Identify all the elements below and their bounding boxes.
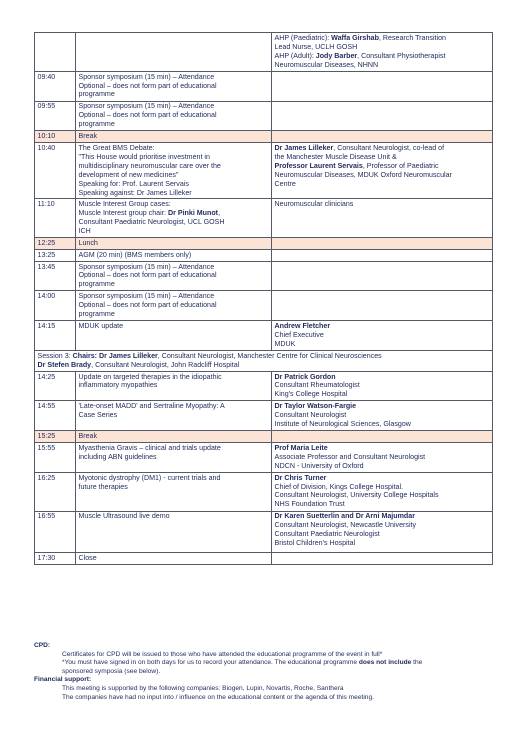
text-line: Lead Nurse, UCLH GOSH bbox=[274, 42, 358, 51]
row-1555 bbox=[35, 442, 493, 472]
text-line: development of new medicines" bbox=[78, 170, 179, 179]
row-session-3 bbox=[35, 351, 493, 372]
time-cell: 14:15 bbox=[35, 321, 76, 351]
text-line: Professor Laurent Servais, Professor of Paediatric bbox=[274, 161, 439, 170]
text-line: Muscle Ultrasound live demo bbox=[78, 512, 170, 521]
session-cell bbox=[76, 321, 272, 351]
text-line: Myotonic dystrophy (DM1) - current trials and bbox=[78, 473, 221, 482]
text-line: Optional – does not form part of educational bbox=[78, 271, 217, 280]
time-cell: 13:45 bbox=[35, 261, 76, 291]
text-line: The Great BMS Debate: bbox=[78, 144, 155, 153]
row-1425 bbox=[35, 371, 493, 401]
time-cell: 14:25 bbox=[35, 371, 76, 401]
speaker-cell bbox=[272, 101, 493, 131]
time-cell: 12:25 bbox=[35, 238, 76, 250]
text-line: Optional – does not form part of educational bbox=[78, 81, 217, 90]
session-cell bbox=[76, 401, 272, 431]
row-1415 bbox=[35, 321, 493, 351]
row-1325 bbox=[35, 249, 493, 261]
speaker-cell bbox=[272, 238, 493, 250]
speaker-cell bbox=[272, 401, 493, 431]
time-cell bbox=[35, 33, 76, 72]
text-line: Sponsor symposium (15 min) – Attendance bbox=[78, 102, 215, 111]
session-3-chairs bbox=[35, 351, 493, 372]
text-line: Break bbox=[78, 432, 98, 441]
text-line: NHS Foundation Trust bbox=[274, 500, 345, 509]
text-line: future therapies bbox=[78, 482, 128, 491]
time-cell: 17:30 bbox=[35, 553, 76, 565]
text-line: Dr James Lilleker, Consultant Neurologist, co-lead of bbox=[274, 144, 445, 153]
speaker-cell bbox=[272, 199, 493, 238]
row-lunch-1225 bbox=[35, 238, 493, 250]
programme-table bbox=[34, 32, 493, 565]
speaker-cell bbox=[272, 511, 493, 553]
session-cell bbox=[76, 143, 272, 199]
text-line: AGM (20 min) (BMS members only) bbox=[78, 250, 192, 259]
session-cell bbox=[76, 131, 272, 143]
speaker-cell bbox=[272, 472, 493, 511]
session-cell bbox=[76, 291, 272, 321]
row-break-1525 bbox=[35, 431, 493, 443]
time-cell: 14:55 bbox=[35, 401, 76, 431]
text-line: Case Series bbox=[78, 411, 118, 420]
text-line: AHP (Paediatric): Waffa Girshab, Research Transition bbox=[274, 33, 446, 42]
text-line: Dr Patrick Gordon bbox=[274, 372, 336, 381]
text-line: Optional – does not form part of educational bbox=[78, 301, 217, 310]
text-line: Break bbox=[78, 132, 98, 141]
text-line: Lunch bbox=[78, 239, 98, 248]
text-line: Prof Maria Leite bbox=[274, 443, 328, 452]
speaker-cell bbox=[272, 431, 493, 443]
session-cell bbox=[76, 71, 272, 101]
text-line: Dr Stefen Brady, Consultant Neurologist, John Radcliff Hospital bbox=[37, 360, 240, 369]
text-line: MDUK update bbox=[78, 322, 124, 331]
text-line: multidisciplinary neuromuscular care over the bbox=[78, 161, 221, 170]
speaker-cell bbox=[272, 291, 493, 321]
text-line: NDCN - University of Oxford bbox=[274, 461, 364, 470]
text-line: Close bbox=[78, 554, 97, 563]
row-0955 bbox=[35, 101, 493, 131]
row-1400 bbox=[35, 291, 493, 321]
speaker-cell bbox=[272, 33, 493, 72]
session-cell bbox=[76, 511, 272, 553]
text-line: programme bbox=[78, 280, 115, 289]
session-cell bbox=[76, 33, 272, 72]
row-break-1010 bbox=[35, 131, 493, 143]
speaker-cell bbox=[272, 442, 493, 472]
text-line: programme bbox=[78, 90, 115, 99]
cpd-certificates-text: Certificates for CPD will be issued to those who have attended the educational programme of the event in full* bbox=[62, 650, 383, 658]
time-cell: 13:25 bbox=[35, 249, 76, 261]
text-line: Institute of Neurological Sciences, Glasgow bbox=[274, 420, 411, 429]
text-line: inflammatory myopathies bbox=[78, 381, 158, 390]
time-cell: 10:10 bbox=[35, 131, 76, 143]
text-line: Sponsor symposium (15 min) – Attendance bbox=[78, 72, 215, 81]
text-line: Speaking against: Dr James Lilleker bbox=[78, 188, 192, 197]
time-cell: 14:00 bbox=[35, 291, 76, 321]
row-1655 bbox=[35, 511, 493, 553]
speaker-cell bbox=[272, 131, 493, 143]
cpd-heading: CPD: bbox=[34, 642, 51, 649]
text-line: programme bbox=[78, 310, 115, 319]
speaker-cell bbox=[272, 553, 493, 565]
session-cell bbox=[76, 442, 272, 472]
text-line: 'Late-onset MADD' and Sertraline Myopathy: A bbox=[78, 402, 225, 411]
time-cell: 09:40 bbox=[35, 71, 76, 101]
time-cell: 15:55 bbox=[35, 442, 76, 472]
text-line: programme bbox=[78, 120, 115, 129]
text-line: Neuromuscular Diseases, MDUK Oxford Neuromuscular bbox=[274, 170, 452, 179]
text-line: Andrew Fletcher bbox=[274, 322, 331, 331]
text-line: Consultant Rheumatologist bbox=[274, 381, 360, 390]
row-first bbox=[35, 33, 493, 72]
row-1040 bbox=[35, 143, 493, 199]
text-line: "This House would prioritise investment in bbox=[78, 152, 210, 161]
cpd-attendance-text: *You must have signed in on both days for us to record your attendance. The educational programme does not include the bbox=[62, 659, 423, 667]
text-line: King's College Hospital bbox=[274, 390, 348, 399]
speaker-cell bbox=[272, 371, 493, 401]
text-line: Dr Chris Turner bbox=[274, 473, 327, 482]
row-1455 bbox=[35, 401, 493, 431]
row-1110 bbox=[35, 199, 493, 238]
time-cell: 09:55 bbox=[35, 101, 76, 131]
footnotes bbox=[34, 642, 494, 702]
session-cell bbox=[76, 199, 272, 238]
text-line: Consultant Neurologist bbox=[274, 411, 347, 420]
row-1625 bbox=[35, 472, 493, 511]
financial-support-disclaimer: The companies have had no input into / influence on the educational content or the agenda of this meeting. bbox=[62, 693, 374, 701]
speaker-cell bbox=[272, 143, 493, 199]
text-line: Session 3: Chairs: Dr James Lilleker, Consultant Neurologist, Manchester Centre for Clinical Neurosciences bbox=[37, 351, 382, 360]
text-line: Chief Executive bbox=[274, 331, 324, 340]
session-cell bbox=[76, 472, 272, 511]
text-line: the Manchester Muscle Disease Unit & bbox=[274, 152, 397, 161]
text-line: AHP (Adult): Jody Barber, Consultant Physiotherapist bbox=[274, 51, 446, 60]
text-line: Consultant Neurologist, Newcastle University bbox=[274, 521, 417, 530]
text-line: MDUK bbox=[274, 339, 296, 348]
text-line: Muscle Interest Group cases: bbox=[78, 200, 171, 209]
text-line: Consultant Paediatric Neurologist, UCL GOSH bbox=[78, 218, 225, 227]
text-line: Consultant Paediatric Neurologist bbox=[274, 530, 380, 539]
text-line: Consultant Neurologist, University College Hospitals bbox=[274, 491, 439, 500]
time-cell: 16:55 bbox=[35, 511, 76, 553]
text-line: Neuromuscular Diseases, NHNN bbox=[274, 60, 379, 69]
speaker-cell bbox=[272, 261, 493, 291]
text-line: Update on targeted therapies in the idiopathic bbox=[78, 372, 222, 381]
text-line: Speaking for: Prof. Laurent Servais bbox=[78, 179, 189, 188]
text-line: Dr Taylor Watson-Fargie bbox=[274, 402, 357, 411]
text-line: Sponsor symposium (15 min) – Attendance bbox=[78, 292, 215, 301]
text-line: Muscle Interest group chair: Dr Pinki Munot, bbox=[78, 209, 221, 218]
text-line: Dr Karen Suetterlin and Dr Arni Majumdar bbox=[274, 512, 415, 521]
row-0940 bbox=[35, 71, 493, 101]
cpd-attendance-text-cont: sponsored symposia (see below). bbox=[62, 667, 161, 675]
session-cell bbox=[76, 431, 272, 443]
time-cell: 16:25 bbox=[35, 472, 76, 511]
text-line: Associate Professor and Consultant Neurologist bbox=[274, 452, 426, 461]
text-line: Myasthenia Gravis – clinical and trials update bbox=[78, 443, 221, 452]
row-1345 bbox=[35, 261, 493, 291]
speaker-cell bbox=[272, 249, 493, 261]
speaker-cell bbox=[272, 321, 493, 351]
text-line: Optional – does not form part of educational bbox=[78, 111, 217, 120]
session-cell bbox=[76, 249, 272, 261]
session-cell bbox=[76, 371, 272, 401]
text-line: Centre bbox=[274, 179, 296, 188]
financial-support-sponsors: This meeting is supported by the following companies: Biogen, Lupin, Novartis, Roche, Santhera bbox=[62, 684, 344, 692]
session-cell bbox=[76, 238, 272, 250]
text-line: including ABN guidelines bbox=[78, 452, 157, 461]
time-cell: 15:25 bbox=[35, 431, 76, 443]
text-line: Bristol Children's Hospital bbox=[274, 539, 356, 548]
time-cell: 11:10 bbox=[35, 199, 76, 238]
session-cell bbox=[76, 261, 272, 291]
session-cell bbox=[76, 553, 272, 565]
text-line: Chief of Division, Kings College Hospital. bbox=[274, 482, 404, 491]
text-line: Sponsor symposium (15 min) – Attendance bbox=[78, 262, 215, 271]
time-cell: 10:40 bbox=[35, 143, 76, 199]
financial-support-heading: Financial support: bbox=[34, 676, 92, 684]
session-cell bbox=[76, 101, 272, 131]
speaker-cell bbox=[272, 71, 493, 101]
text-line: ICH bbox=[78, 226, 91, 235]
text-line: Neuromuscular clinicians bbox=[274, 200, 354, 209]
row-1730 bbox=[35, 553, 493, 565]
